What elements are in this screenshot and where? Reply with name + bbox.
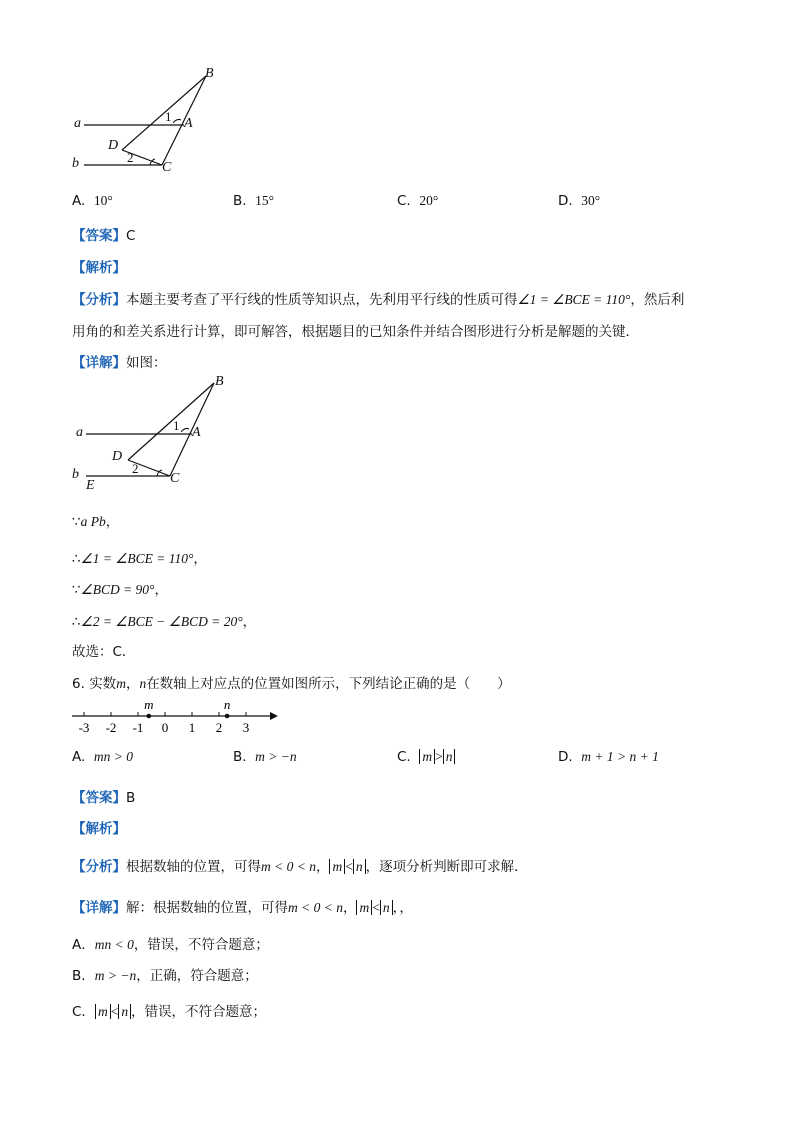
fig2-label-B: B bbox=[215, 374, 224, 389]
q5-option-a: A. 10° bbox=[72, 193, 113, 209]
q6-line-b: B．m > −n，正确，符合题意； bbox=[72, 968, 258, 984]
figure-1 bbox=[60, 62, 240, 182]
q6-option-d: D. m + 1 > n + 1 bbox=[558, 749, 659, 765]
q6-answer: 【答案】B bbox=[72, 790, 136, 806]
fig1-label-A: A bbox=[184, 116, 193, 131]
q5-analysis-tag: 【解析】 bbox=[72, 260, 126, 276]
q5-option-b: B. 15° bbox=[233, 193, 275, 209]
fig2-label-a: a bbox=[76, 425, 83, 440]
fig1-label-b: b bbox=[72, 156, 79, 171]
q5-detail: 【详解】如图： bbox=[72, 355, 167, 371]
fig1-label-2: 2 bbox=[127, 150, 134, 165]
q6-stem: 6. 实数m，n在数轴上对应点的位置如图所示，下列结论正确的是（ ） bbox=[72, 676, 511, 692]
number-line bbox=[70, 694, 290, 740]
fig2-label-D: D bbox=[112, 449, 123, 464]
q5-step-1: ∵a Pb， bbox=[72, 514, 120, 530]
q6-fenxi: 【分析】根据数轴的位置，可得m < 0 < n， m < n ，逐项分析判断即可求解． bbox=[72, 859, 528, 875]
q5-option-d: D. 30° bbox=[558, 193, 601, 209]
fig2-label-b: b bbox=[72, 467, 79, 482]
figure-2 bbox=[64, 370, 244, 496]
fig1-label-C: C bbox=[162, 160, 172, 175]
fig2-label-2: 2 bbox=[132, 461, 139, 476]
q6-line-c: C． m < n ，错误，不符合题意； bbox=[72, 1004, 267, 1020]
q5-step-3: ∵∠BCD = 90°， bbox=[72, 582, 168, 598]
axis-tick-label: 0 bbox=[161, 720, 169, 735]
point-label-m: m bbox=[144, 697, 154, 712]
q6-option-b: B. m > −n bbox=[233, 749, 297, 765]
fig2-label-A: A bbox=[192, 425, 201, 440]
point-n bbox=[225, 714, 230, 719]
q5-answer: 【答案】C bbox=[72, 228, 136, 244]
axis-tick-label: 3 bbox=[242, 720, 250, 735]
axis-tick-label: 1 bbox=[188, 720, 196, 735]
q5-choose: 故选：C． bbox=[72, 644, 136, 660]
fig1-label-a: a bbox=[74, 116, 81, 131]
q5-option-c: C. 20° bbox=[397, 193, 439, 209]
fig2-label-C: C bbox=[170, 471, 180, 486]
q5-fenxi-line2: 用角的和差关系进行计算，即可解答，根据题目的已知条件并结合图形进行分析是解题的关键． bbox=[72, 324, 639, 340]
q6-line-a: A．mn < 0，错误，不符合题意； bbox=[72, 937, 269, 953]
axis-tick-label: -1 bbox=[132, 720, 144, 735]
fig1-label-D: D bbox=[108, 138, 119, 153]
axis-tick-label: -3 bbox=[78, 720, 90, 735]
q6-option-c: C. m > n bbox=[397, 749, 455, 765]
axis-tick-label: -2 bbox=[105, 720, 117, 735]
q5-step-2: ∴∠1 = ∠BCE = 110°， bbox=[72, 551, 207, 567]
q6-option-a: A. mn > 0 bbox=[72, 749, 133, 765]
fig2-label-1: 1 bbox=[173, 418, 180, 433]
axis-tick-label: 2 bbox=[215, 720, 223, 735]
number-line-svg bbox=[70, 694, 290, 740]
point-label-n: n bbox=[223, 697, 231, 712]
q6-detail: 【详解】解：根据数轴的位置，可得m < 0 < n， m < n ，， bbox=[72, 900, 413, 916]
fig2-label-E: E bbox=[86, 478, 95, 493]
fig1-label-B: B bbox=[205, 66, 214, 81]
axis-arrow bbox=[270, 712, 278, 720]
point-m bbox=[147, 714, 152, 719]
fig1-label-1: 1 bbox=[165, 109, 172, 124]
q5-fenxi-line1: 【分析】本题主要考查了平行线的性质等知识点，先利用平行线的性质可得∠1 = ∠BCE = 110°，然后利 bbox=[72, 292, 685, 308]
q5-step-4: ∴∠2 = ∠BCE − ∠BCD = 20°， bbox=[72, 614, 257, 630]
q6-analysis-tag: 【解析】 bbox=[72, 821, 126, 837]
